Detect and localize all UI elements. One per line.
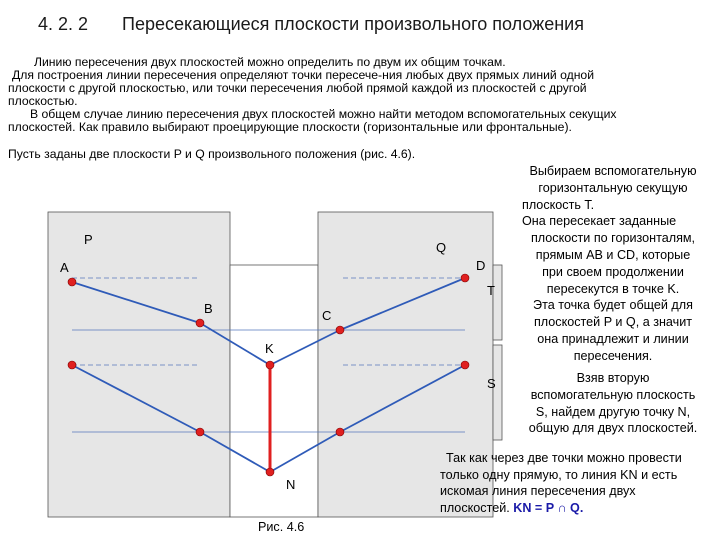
intro-line-4: плоскостью. xyxy=(8,94,78,108)
explanation-line: вспомогательную плоскость xyxy=(530,387,696,402)
explanation-line: Она пересекает заданные xyxy=(522,214,677,229)
plane-s-edge xyxy=(493,345,502,440)
explanation-line: она принадлежит и линии xyxy=(537,331,689,346)
explanation-line: прямым AB и CD, которые xyxy=(535,247,691,262)
label-c: C xyxy=(322,308,332,323)
explanation-line: пересекутся в точке K. xyxy=(546,281,680,296)
explanation-line: плоскость T. xyxy=(522,197,595,212)
conclusion-prefix: плоскостей. xyxy=(440,500,510,515)
intro-line-1: Линию пересечения двух плоскостей можно определить по двум их общим точкам. xyxy=(34,55,506,69)
label-s: S xyxy=(487,376,496,391)
label-q: Q xyxy=(436,240,447,255)
point-left-lower-2 xyxy=(196,428,204,436)
intro-line-5: В общем случае линию пересечения двух плоскостей можно найти методом вспомогательных секущих xyxy=(30,107,617,121)
explanation-line: Эта точка будет общей для xyxy=(533,298,693,313)
figure-caption: Рис. 4.6 xyxy=(258,520,305,534)
label-d: D xyxy=(476,258,486,273)
explanation-line: плоскости по горизонталям, xyxy=(530,231,696,246)
conclusion-line xyxy=(440,500,682,517)
explanation-line: пересечения. xyxy=(573,348,653,363)
explanation-line: плоскостей P и Q, а значит xyxy=(533,315,693,330)
explanation-line: горизонтальную секущую xyxy=(538,180,688,195)
intersection-formula: KN = P ∩ Q. xyxy=(513,500,584,515)
explanation-block-1 xyxy=(508,163,718,365)
point-c xyxy=(336,326,344,334)
section-title: Пересекающиеся плоскости произвольного положения xyxy=(122,14,584,34)
conclusion-block xyxy=(440,450,682,516)
point-n xyxy=(266,468,274,476)
label-k: K xyxy=(265,341,274,356)
label-n: N xyxy=(286,477,296,492)
conclusion-line: Так как через две точки можно провести xyxy=(446,451,682,465)
intro-line-3: плоскости с другой плоскостью, или точки пересечения любой прямой каждой из плоскостей с другой xyxy=(8,81,587,95)
conclusion-line: только одну прямую, то линия KN и есть xyxy=(440,467,678,482)
point-d xyxy=(461,274,469,282)
point-b xyxy=(196,319,204,327)
explanation-line: Выбираем вспомогательную xyxy=(529,164,697,178)
explanation-line: S, найдем другую точку N, xyxy=(535,404,691,419)
explanation-line: Взяв вторую xyxy=(576,371,650,385)
section-number: 4. 2. 2 xyxy=(38,14,89,34)
point-a xyxy=(68,278,76,286)
given-statement: Пусть заданы две плоскости P и Q произвольного положения (рис. 4.6). xyxy=(8,147,416,161)
label-t: T xyxy=(487,283,495,298)
point-k xyxy=(266,361,274,369)
explanation-block-2 xyxy=(508,370,718,437)
point-right-lower-1 xyxy=(461,361,469,369)
intro-line-2: Для построения линии пересечения определяют точки пересече-ния любых двух прямых линий одной xyxy=(12,68,595,82)
point-right-lower-2 xyxy=(336,428,344,436)
inner-frame xyxy=(230,265,318,517)
intro-line-6: плоскостей. Как правило выбирают проецирующие плоскости (горизонтальные или фронтальные). xyxy=(8,120,572,134)
plane-t-edge xyxy=(493,265,502,340)
conclusion-line: искомая линия пересечения двух xyxy=(440,484,636,499)
label-a: A xyxy=(60,260,69,275)
point-left-lower-1 xyxy=(68,361,76,369)
label-b: B xyxy=(204,301,213,316)
explanation-line: при своем продолжении xyxy=(542,264,684,279)
label-p: P xyxy=(84,232,93,247)
explanation-line: общую для двух плоскостей. xyxy=(528,421,698,436)
